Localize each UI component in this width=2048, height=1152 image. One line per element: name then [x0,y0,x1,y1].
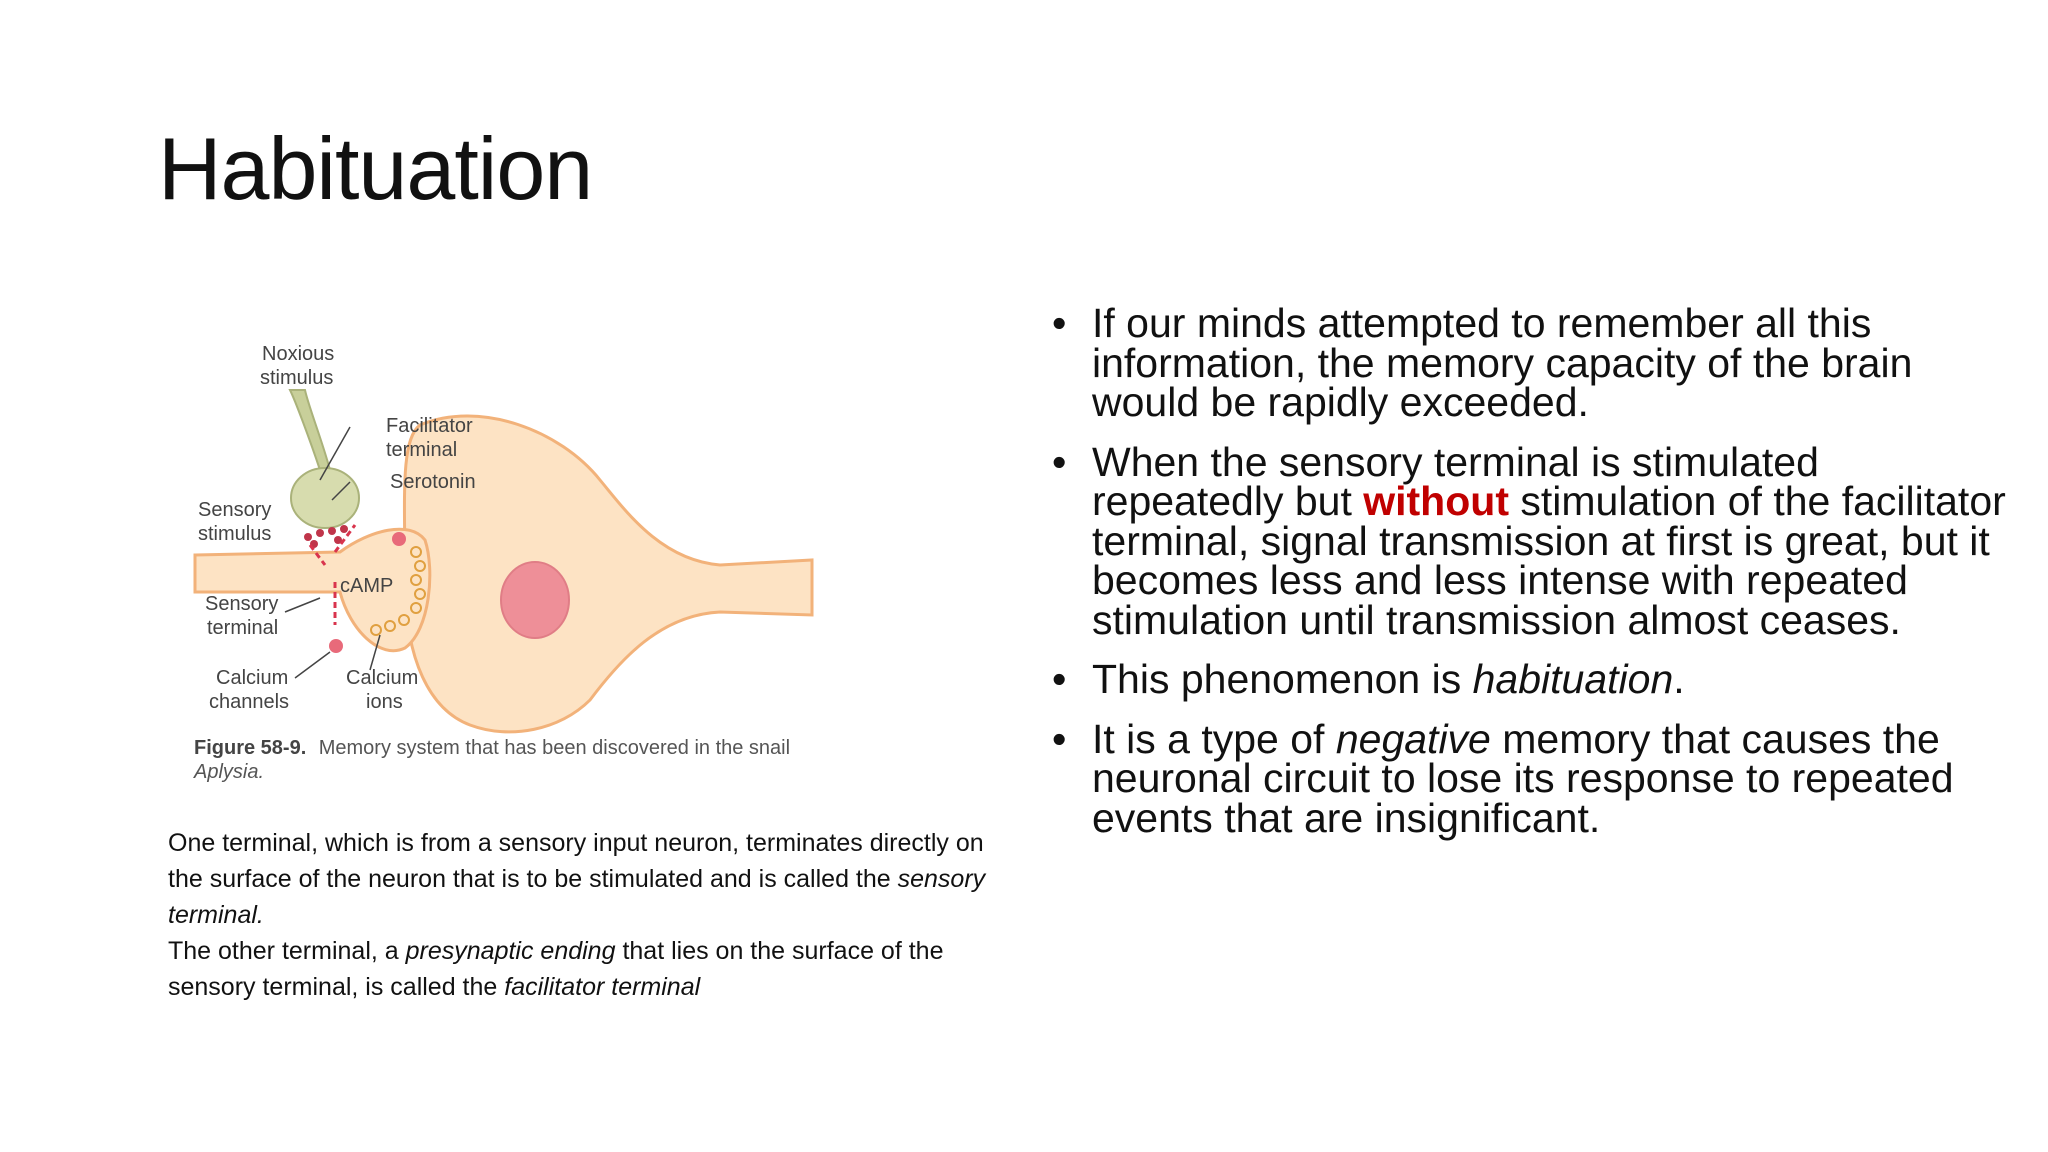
label-noxious-1: Noxious [262,343,335,365]
page-title: Habituation [158,119,593,218]
highlight-without: without [1363,478,1509,524]
description-text: that lies on the surface of the sensory terminal, is called the [168,937,944,1001]
neuron-diagram [180,330,840,800]
bullet-text: It is a type of [1092,715,1336,762]
label-serotonin: Serotonin [390,471,476,493]
label-sensory-terminal-2: terminal [207,617,279,639]
description-paragraph-1 [168,825,1008,933]
bullet-text: When the sensory terminal is stimulated repeatedly but [1092,438,1819,524]
description-text: One terminal, which is from a sensory input neuron, terminates directly on the surface of the neuron that is to be stimulated and is called the [168,829,984,893]
bullet-item [1052,656,2012,702]
bullet-item [1052,438,2012,643]
neuron-body [404,416,812,732]
figure-caption [194,737,790,759]
calcium-channel-dot-2 [392,532,406,546]
label-facilitator-1: Facilitator [386,415,473,437]
bullet-marker: • [1052,715,1067,762]
label-sensory-terminal-1: Sensory [205,593,279,615]
facilitator-terminal [291,468,359,528]
label-calcium-channels-2: channels [209,691,290,713]
description-text: The other terminal, a [168,937,406,965]
figure-caption-text: Memory system that has been discovered in the snail [318,737,791,759]
term-negative: negative [1335,715,1491,762]
bullet-marker: • [1052,300,1067,346]
term-facilitator-terminal: facilitator terminal [504,973,701,1001]
bullet-item [1052,300,2012,425]
figure-description [168,825,1008,1005]
figure-caption-number: Figure 58-9. [194,737,307,759]
bullet-text: stimulation of the facilitator terminal, signal transmission at first is great, but it becomes less and less intense with repeated stimulation until transmission almost ceases. [1092,478,2006,643]
label-calcium-channels-1: Calcium [216,667,289,689]
bullet-marker: • [1052,438,1067,485]
term-habituation: habituation [1472,656,1674,702]
term-sensory-terminal: sensory terminal. [168,865,986,929]
nucleus [501,562,569,638]
bullet-text: . [1673,656,1685,702]
bullet-marker: • [1052,656,1067,702]
label-sensory-stimulus-2: stimulus [198,523,272,545]
neuron-figure [180,330,840,800]
label-noxious-2: stimulus [260,367,334,389]
bullet-text: memory that causes the neuronal circuit to lose its response to repeated events that are insignificant. [1092,715,1954,841]
facilitator-stalk [290,390,330,470]
label-calcium-ions-2: ions [366,691,403,713]
calcium-channel-dot [329,639,343,653]
bullet-text: This phenomenon is [1092,656,1473,702]
label-sensory-stimulus-1: Sensory [198,499,272,521]
term-presynaptic-ending: presynaptic ending [405,937,616,965]
bullet-item [1052,715,2012,841]
description-paragraph-2 [168,933,1008,1005]
bullet-list [1052,300,2012,858]
label-camp: cAMP [340,575,394,597]
figure-caption-species: Aplysia. [194,761,265,783]
label-calcium-ions-1: Calcium [346,667,419,689]
bullet-text: If our minds attempted to remember all this information, the memory capacity of the brain would be rapidly exceeded. [1092,300,1913,425]
label-facilitator-2: terminal [386,439,458,461]
